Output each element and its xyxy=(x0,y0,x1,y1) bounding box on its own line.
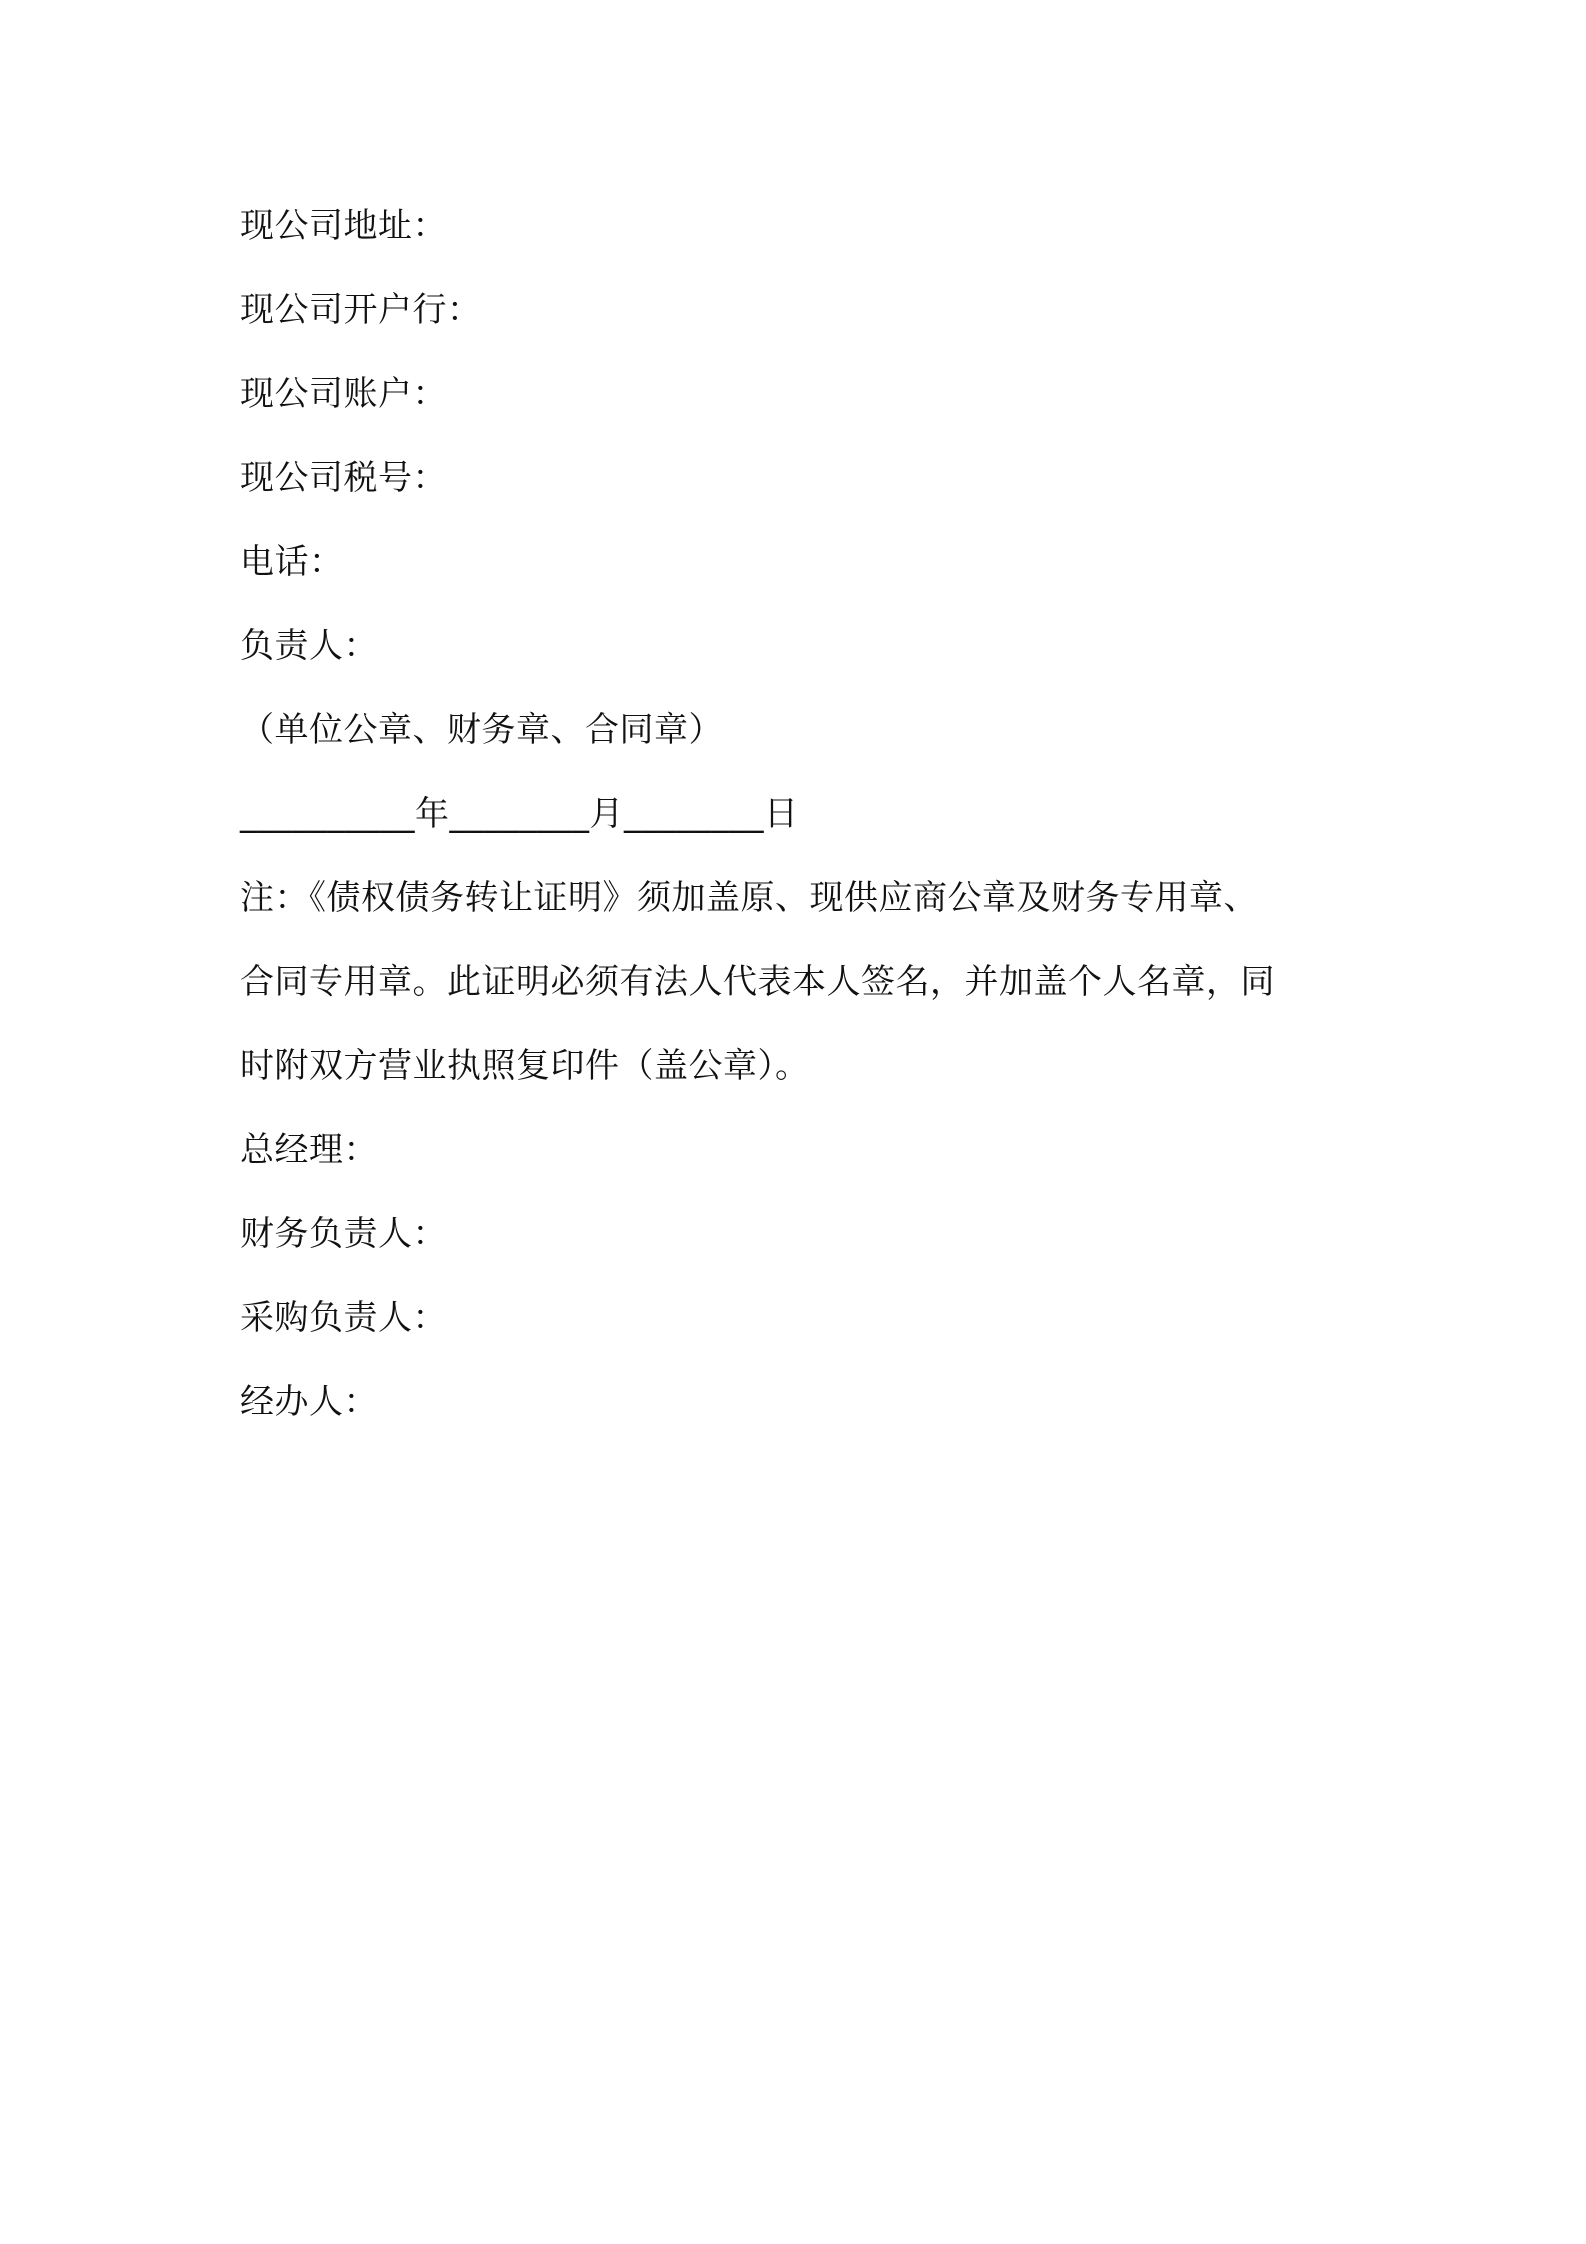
date-line: __________年________月________日 xyxy=(240,794,799,834)
field-person-in-charge-label: 负责人： xyxy=(240,626,378,666)
field-account-label: 现公司账户： xyxy=(240,374,447,414)
field-phone-label: 电话： xyxy=(240,542,344,582)
seal-note: （单位公章、财务章、合同章） xyxy=(240,710,723,750)
signature-purchasing-head: 采购负责人： xyxy=(240,1298,447,1338)
note-line-3: 时附双方营业执照复印件（盖公章）。 xyxy=(240,1046,810,1086)
field-address-label: 现公司地址： xyxy=(240,206,447,246)
note-line-2: 合同专用章。此证明必须有法人代表本人签名，并加盖个人名章，同 xyxy=(240,962,1275,1002)
field-bank-label: 现公司开户行： xyxy=(240,290,482,330)
signature-finance-head: 财务负责人： xyxy=(240,1214,447,1254)
field-tax-id-label: 现公司税号： xyxy=(240,458,447,498)
signature-handler: 经办人： xyxy=(240,1382,378,1422)
signature-general-manager: 总经理： xyxy=(240,1130,378,1170)
note-line-1: 注：《债权债务转让证明》须加盖原、现供应商公章及财务专用章、 xyxy=(240,878,1258,918)
